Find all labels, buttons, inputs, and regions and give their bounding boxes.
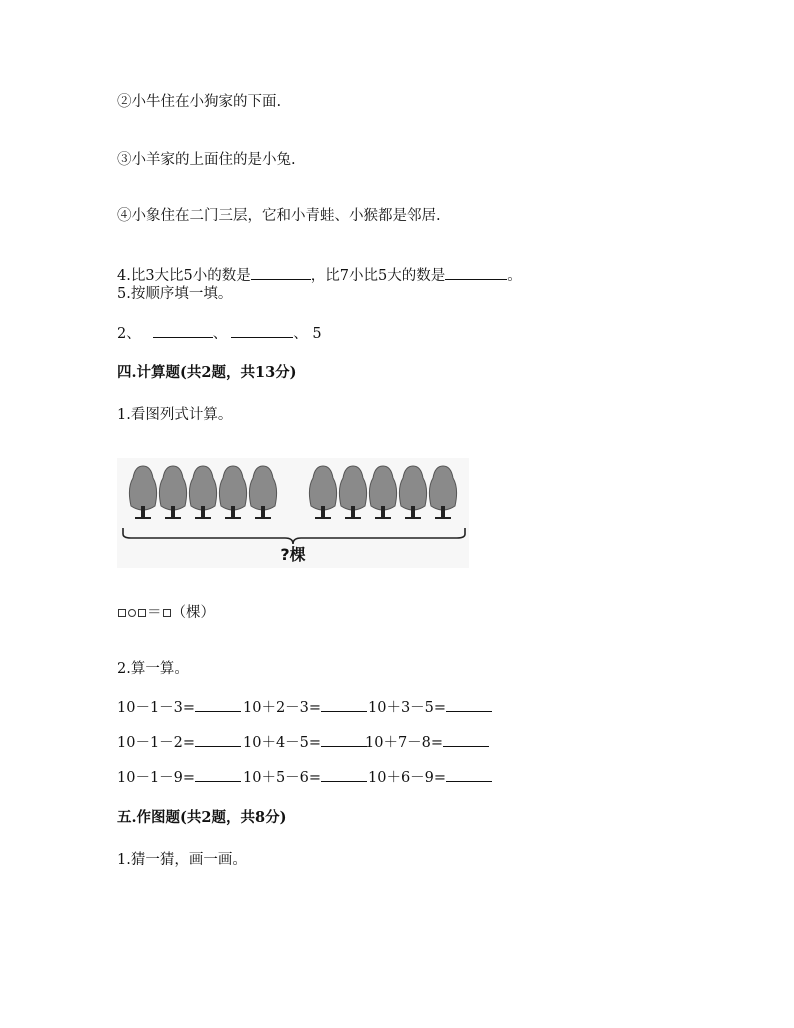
section-5-q1: 1.猜一猜，画一画。 — [117, 852, 247, 868]
section-5-heading: 五.作图题(共2题，共8分) — [117, 809, 287, 826]
arith-3-1: 10－1－9= — [117, 768, 241, 787]
q4-blank-1[interactable] — [251, 266, 311, 280]
question-5: 5.按顺序填一填。 — [117, 286, 233, 302]
arith-blank[interactable] — [443, 733, 489, 747]
arith-1-3: 10＋3－5= — [368, 698, 492, 717]
arith-2-2: 10＋4－5= — [243, 733, 367, 752]
seq-blank-1[interactable] — [153, 324, 213, 338]
formula-equals: ＝ — [147, 605, 162, 621]
arith-blank[interactable] — [446, 768, 492, 782]
seq-last: 、 5 — [293, 326, 322, 342]
arith-blank[interactable] — [321, 768, 367, 782]
q4-text-3: 。 — [507, 268, 522, 284]
arith-1-1: 10－1－3= — [117, 698, 241, 717]
formula-box-1[interactable] — [118, 609, 126, 617]
arith-blank[interactable] — [195, 733, 241, 747]
section-4-heading: 四.计算题(共2题，共13分) — [117, 364, 297, 381]
arith-2-1: 10－1－2= — [117, 733, 241, 752]
arith-blank[interactable] — [321, 733, 367, 747]
arith-3-2: 10＋5－6= — [243, 768, 367, 787]
sequence-line — [117, 324, 322, 343]
trees-illustration — [117, 458, 469, 568]
item-q4: ④小象住在二门三层，它和小青蛙、小猴都是邻居. — [117, 208, 441, 224]
arith-blank[interactable] — [195, 698, 241, 712]
seq-sep: 、 — [212, 326, 228, 342]
formula-unit: （棵） — [171, 605, 215, 621]
arith-3-3: 10＋6－9= — [368, 768, 492, 787]
arith-blank[interactable] — [195, 768, 241, 782]
formula-box-2[interactable] — [138, 609, 146, 617]
figure-label: ?棵 — [280, 545, 306, 564]
formula-box-result[interactable] — [163, 609, 171, 617]
q4-text-2: ，比7小比5大的数是 — [310, 268, 446, 284]
q4-blank-2[interactable] — [445, 266, 507, 280]
formula-line — [117, 604, 215, 622]
section-4-q2: 2.算一算。 — [117, 661, 189, 677]
q4-text-1: 4.比3大比5小的数是 — [117, 268, 251, 284]
seq-first: 2、 — [117, 326, 141, 342]
arith-blank[interactable] — [321, 698, 367, 712]
formula-operator-circle[interactable] — [128, 609, 136, 617]
question-4 — [117, 266, 522, 285]
trees-figure — [117, 458, 469, 568]
section-4-q1: 1.看图列式计算。 — [117, 407, 233, 423]
item-q3: ③小羊家的上面住的是小兔. — [117, 152, 296, 168]
arith-blank[interactable] — [446, 698, 492, 712]
item-q2: ②小牛住在小狗家的下面. — [117, 94, 282, 110]
arith-2-3: 10＋7－8= — [365, 733, 489, 752]
arith-1-2: 10＋2－3= — [243, 698, 367, 717]
seq-blank-2[interactable] — [231, 324, 293, 338]
